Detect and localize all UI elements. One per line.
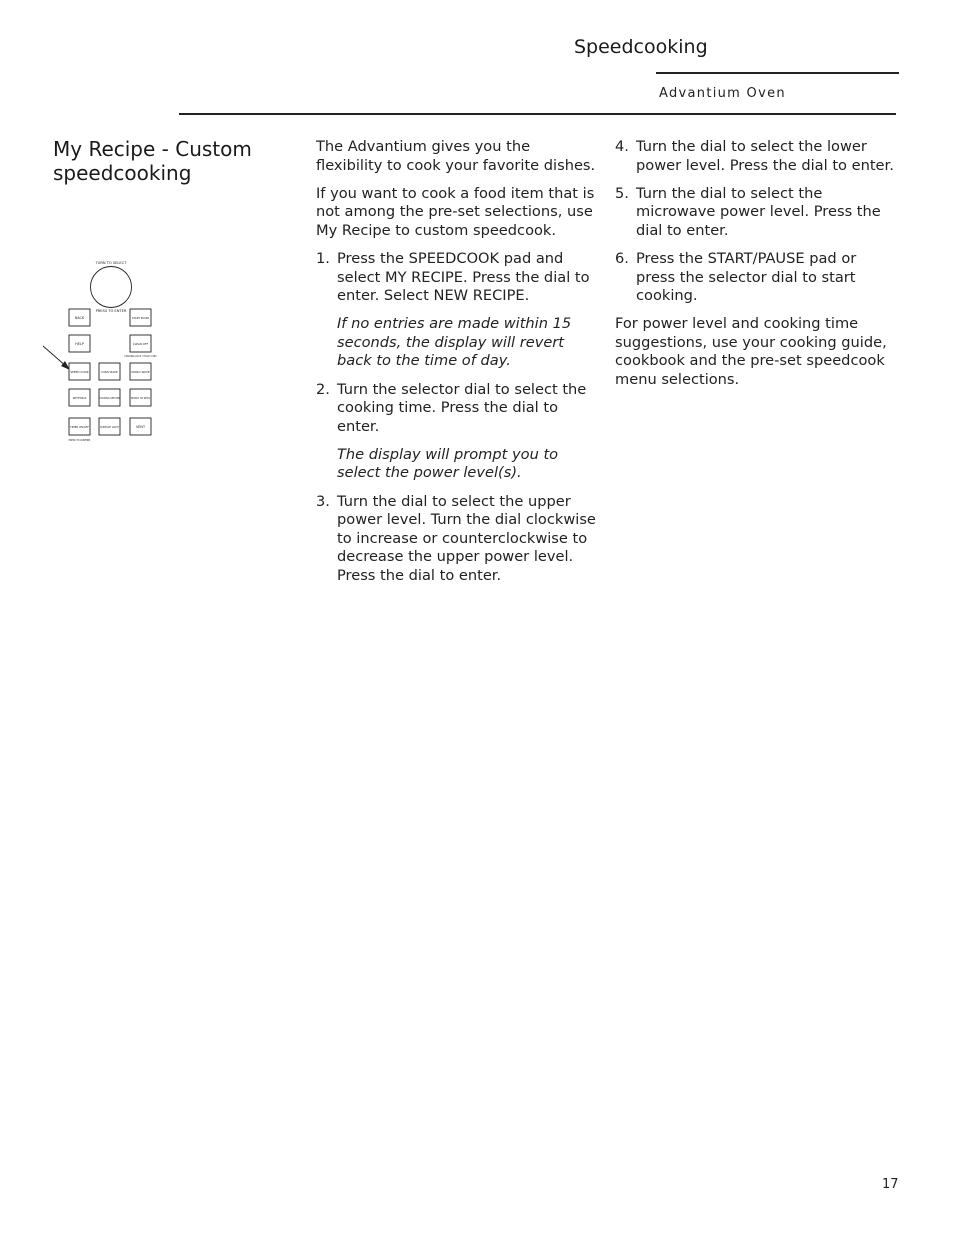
selector-dial [91,267,132,308]
help-button-label: HELP [75,342,84,346]
dial-bottom-label: PRESS TO ENTER [95,309,127,313]
conv-bake-button-label: CONV BAKE [101,370,118,374]
product-subtitle: Advantium Oven [659,86,786,101]
step-text: Turn the dial to select the lower power level. Press the dial to enter. [636,138,894,174]
clear-off-button-label: CLEAR OFF [132,342,149,346]
step-text: Press the START/PAUSE pad or press the selector dial to start cooking. [636,249,857,305]
back-button-label: BACK [74,316,85,320]
timer-button-label: TIMER ON/OFF [70,426,89,429]
header-rule-long [179,113,896,115]
steps-list-3 [316,493,598,586]
header-rule-short [656,72,899,74]
step-item [316,250,598,306]
step-number: 5. [615,184,629,202]
start-pause-button-label: START PAUSE [131,317,150,320]
step-number: 1. [316,249,330,267]
intro-paragraph-1: The Advantium gives you the flexibility to cook your favorite dishes. [316,138,596,174]
micro-30-button-label: MICRO 30 SECS [131,397,150,400]
section-title: Speedcooking [574,36,708,58]
step-text: Press the SPEEDCOOK pad and select MY RECIPE. Press the dial to enter. Select NEW RECIPE. [337,249,590,305]
step-item [615,250,895,306]
settings-button-label: SETTINGS [72,396,87,400]
steps-list-2 [316,381,598,437]
step-text: Turn the dial to select the upper power level. Turn the dial clockwise to increase or counterclockwise to decrease the upper power level. Press the dial to enter. [337,492,596,584]
step-number: 2. [316,380,330,398]
intro-paragraph-2: If you want to cook a food item that is not among the pre-set selections, use My Recipe to custom speedcook. [316,184,595,239]
cooking-options-button-label: COOKING OPTIONS [99,397,120,400]
side-heading: My Recipe - Custom speedcooking [53,137,252,185]
micro-wave-button-label: MICRO WAVE [131,370,150,374]
speed-cook-button-label: SPEED COOK [70,370,89,374]
instructions-column-1 [316,138,598,595]
instructions-column-2 [615,138,895,399]
step-number: 4. [615,138,629,155]
timeout-note: If no entries are made within 15 seconds, the display will revert back to the time of day. [337,315,572,370]
timer-sublabel: PRESS TO CONFIRM [68,439,91,442]
steps-list-1 [316,250,598,306]
step-number: 6. [615,249,629,267]
step-item [615,138,895,175]
closing-paragraph: For power level and cooking time suggestions, use your cooking guide, cookbook and the pre-set speedcook menu selections. [615,315,887,389]
step-item [316,381,598,437]
power-level-note: The display will prompt you to select the power level(s). [337,445,559,482]
surface-light-button-label: SURFACE LIGHT [100,426,119,429]
step-text: Turn the selector dial to select the cooking time. Press the dial to enter. [337,380,587,435]
page-number: 17 [882,1177,899,1192]
vent-button-label: VENT [135,425,146,429]
dial-top-label: TURN TO SELECT [95,261,127,265]
step-number: 3. [316,492,330,510]
step-item [316,493,598,586]
control-panel-illustration [40,255,170,450]
step-item [615,185,895,241]
steps-list-4 [615,138,895,306]
step-text: Turn the dial to select the microwave power level. Press the dial to enter. [636,184,881,239]
clear-off-sublabel: COOKING LOCK / HOLD 3 SEC [124,355,157,358]
